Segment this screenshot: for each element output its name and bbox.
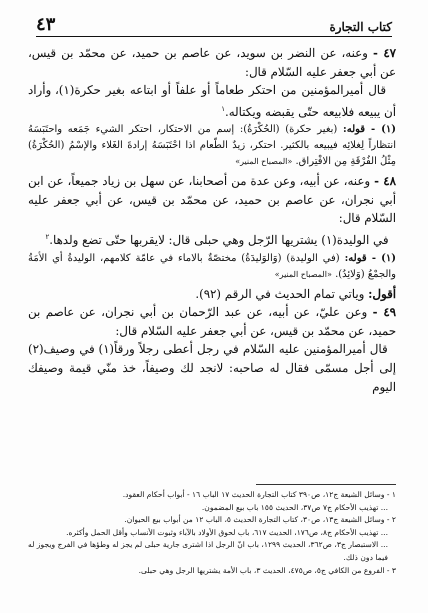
hadith-48-text: في الوليدة(١) يشتريها الرّجل وهي حبلى قال: لايقربها حتّى تضع ولدها.$^٢$ — [45, 233, 389, 247]
footnote: ... تهذيب الأحكام ج٨، ص١٧٦، الحديث ٦١٧، باب لحوق الأولاد بالآباء وثبوت الأنساب وأقل الحمل وأكثره. — [66, 527, 388, 537]
footnote: ٣ - الفروع من الكافي ج٥، ص٤٧٥، الحديث ٣، باب الأمة يشتريها الرجل وهي حبلى. — [138, 565, 396, 575]
footnote: ... الاستبصار ج٣، ص٣٦٢، الحديث ١٢٩٩، باب انّ الرجل اذا اشترى جارية حبلى لم يجز له وطؤها في الفرج ويجوز له فيما دون ذلك. — [28, 540, 388, 562]
hadith-47-text: قال أميرالمؤمنين من احتكر طعاماً أو علفاً أو ابتاعه بغير حكرة(١)، وأراد أن يبيعه فلابيعه حتّى يقبضه ويكتاله.$^١$ — [28, 83, 396, 119]
cross-reference-note: أقول: وياتي تمام الحديث في الرقم (٩٢). — [195, 286, 396, 301]
footnote-mark: ١ — [221, 104, 225, 113]
hadith-48-chain: ٤٨ - وعنه، عن أبيه، وعن عدة من أصحابنا، عن سهل بن زياد جميعاً، عن ابن أبي نجران، عن عاصم بن حميد، عن محمّد بن قيس، عن أبي جعفر عليه السّلام قال: — [28, 174, 396, 226]
hadith-49-text: قال أميرالمؤمنين عليه السّلام في رجل أعطى رجلاً ورقاً(١) في وصيف(٢) إلى أجل مسمّى فقال له صاحبه: لانجد لك وصيفاً، خذ منّي قيمة وصيفك اليوم — [28, 342, 396, 394]
hadith-number: ٤٧ - — [372, 46, 397, 60]
source-citation: «المصباح المنير» — [274, 269, 332, 279]
footnote-divider — [256, 484, 396, 485]
footnote-mark: ٢ — [45, 233, 50, 242]
hadith-47-chain: ٤٧ - وعنه، عن النضر بن سويد، عن عاصم بن حميد، عن محمّد بن قيس، عن أبي جعفر عليه السّلام قال: — [28, 46, 397, 79]
commentary-1: (١) - قوله: (بغير حكرة) (الحُكْرَةُ): إسم من الاحتكار، احتكر الشيء جَمَعه واحتَبَسَهُ انتظاراً لِغلائِه فيبيعه بالكثير. احتكر، زيدٌ الطّعام اذا احْتَبَسَهُ إرادةَ الغَلاء والإسْمُ (الحُكْرَةُ) مِثْلُ الفُرْقَةِ مِن الافْتِراق. «المصباح المنير» — [28, 124, 397, 168]
commentary-2: (١) - قوله: (في الوليدة) (وَالوَليدَةُ) مختصّةٌ بالاماء في عامّة كلامهم، الوليدةُ أي الأمَةُ والجمْعُ (وَلائِدُ). «المصباح المنير» — [28, 252, 397, 280]
hadith-number: ٤٩ - — [372, 305, 396, 320]
chapter-title: كتاب التجارة — [329, 20, 392, 34]
footnote: ٢ - وسائل الشيعة ج١٣، ص٣٠، كتاب التجارة الحديث ٥، الباب ١٢ من أبواب بيع الحيوان. — [124, 515, 396, 525]
page-number: ٤٣ — [36, 14, 56, 35]
source-citation: «المصباح المنير» — [235, 157, 293, 167]
footnote: ١ - وسائل الشيعة ج١٢، ص٣٩٠ كتاب التجارة الحديث ١٧ الباب ١٦ - أبواب أحكام العقود. — [122, 490, 396, 499]
running-header — [36, 14, 392, 37]
footnotes — [28, 489, 396, 577]
footnote: ... تهذيب الأحكام ج٧ ص٣٧، الحديث ١٥٥ باب بيع المضمون. — [201, 502, 388, 512]
hadith-49-chain: ٤٩ - وعن عليّ، عن أبيه، عن عبد الرّحمان بن أبي نجران، عن عاصم بن حميد، عن محمّد بن قيس، عن أبي جعفر عليه السّلام قال: — [28, 305, 396, 338]
hadith-number: ٤٨ - — [374, 174, 396, 189]
main-text — [28, 44, 396, 396]
